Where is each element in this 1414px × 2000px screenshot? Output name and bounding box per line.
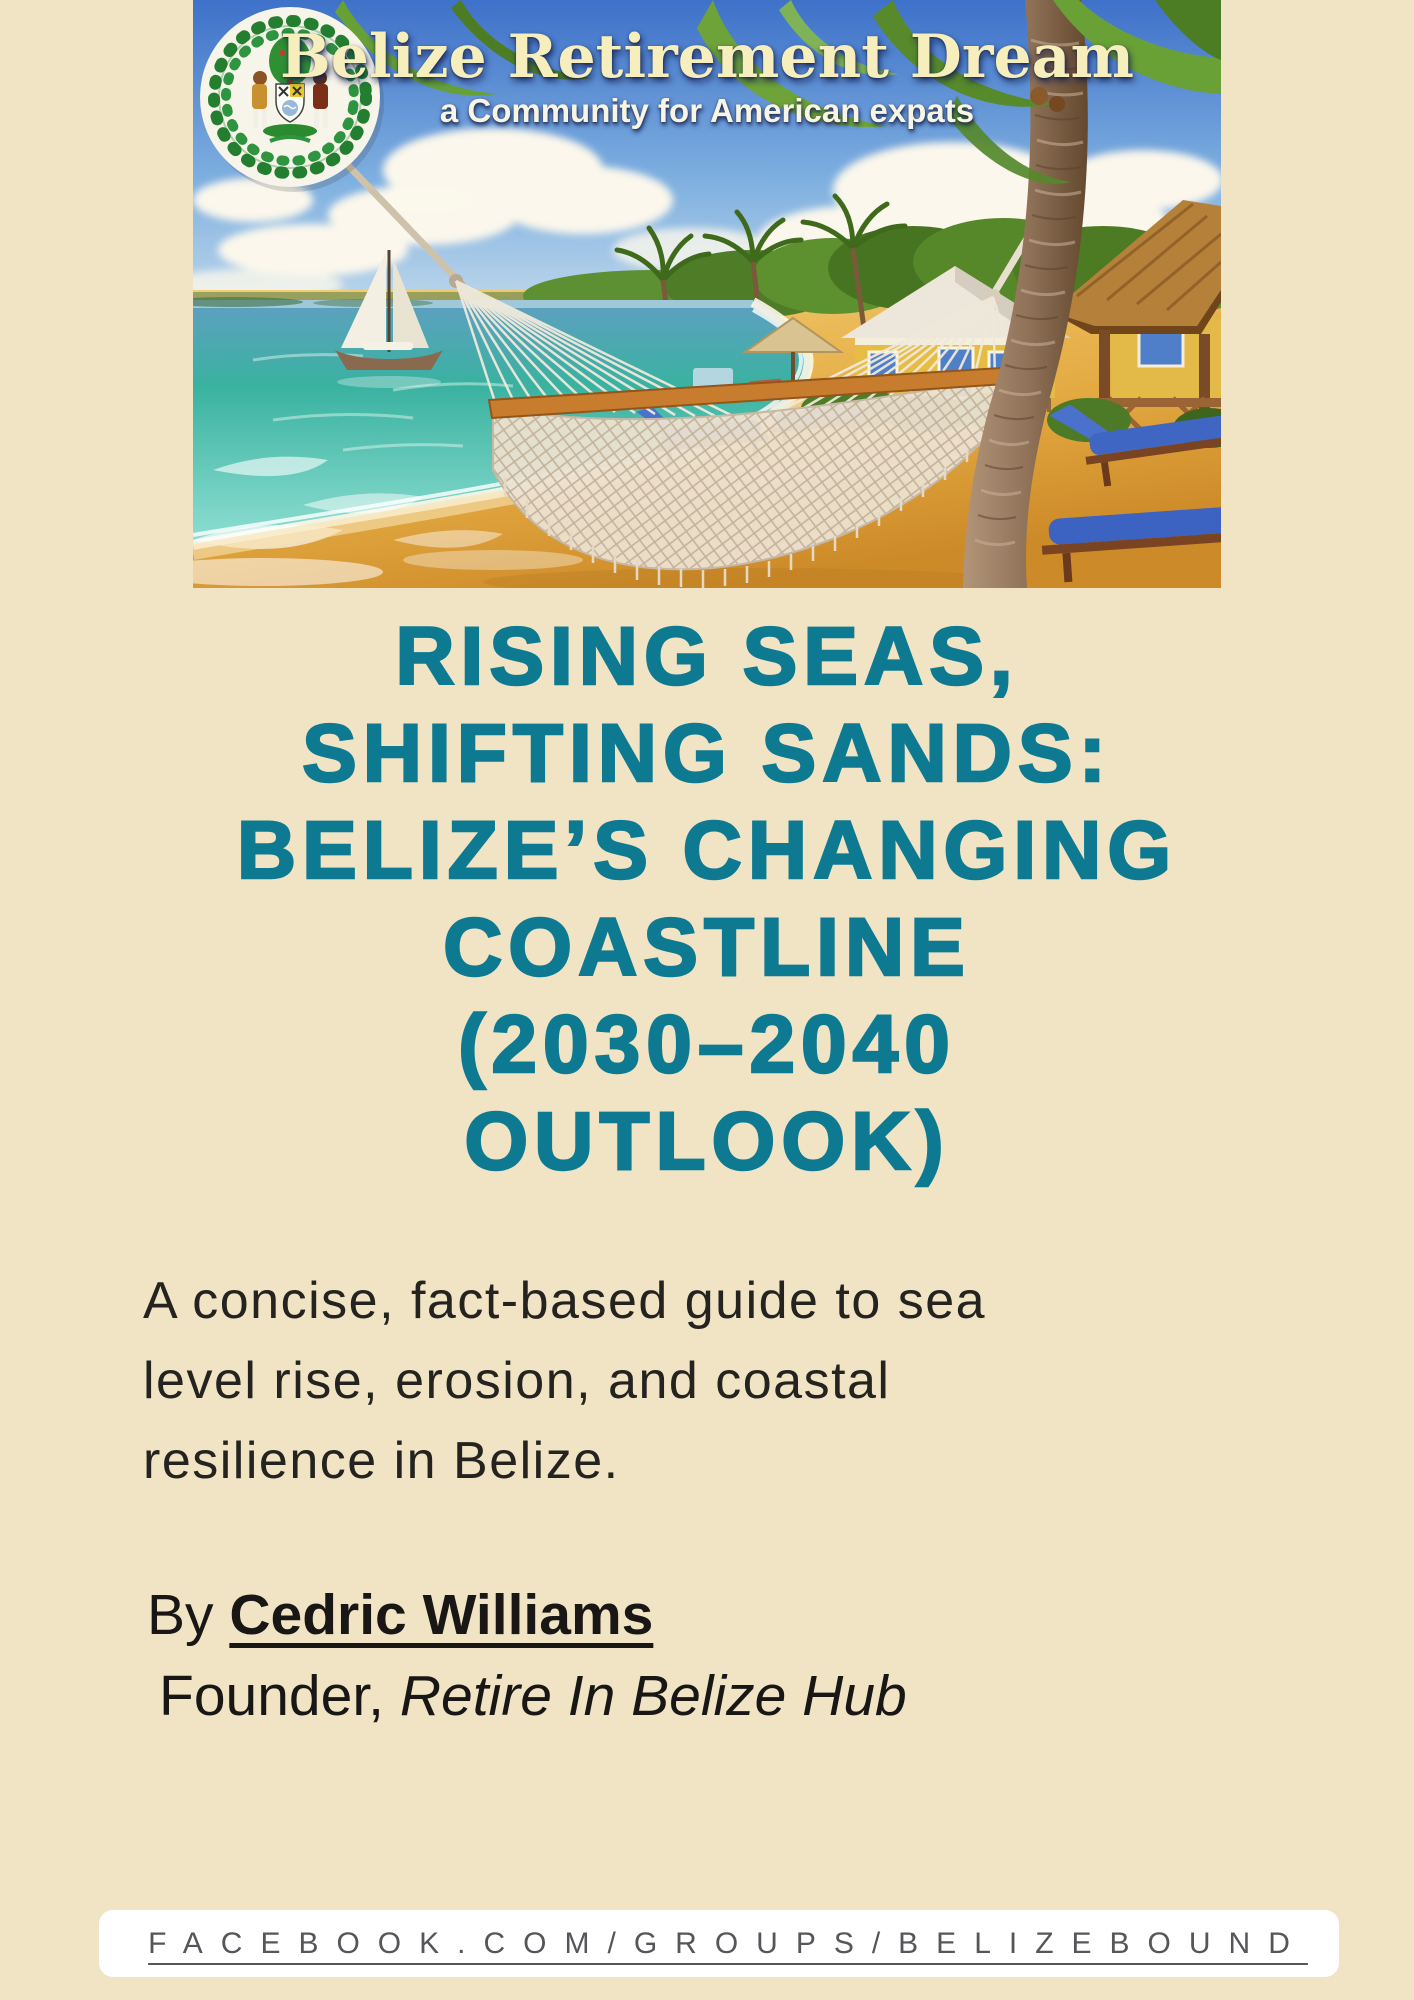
description-line: level rise, erosion, and coastal — [143, 1352, 891, 1410]
hero-banner-subtitle: a Community for American expats — [439, 92, 975, 129]
main-title-line: COASTLINE — [443, 902, 971, 993]
byline-author-line — [147, 1575, 1334, 1656]
byline — [147, 1575, 1334, 1737]
role-prefix: Founder, — [159, 1664, 400, 1728]
author-name[interactable]: Cedric Williams — [229, 1583, 654, 1647]
footer-url-link[interactable]: FACEBOOK.COM/GROUPS/BELIZEBOUND — [148, 1926, 1308, 1960]
main-title-line: RISING SEAS, — [395, 611, 1019, 702]
main-title-line: (2030–2040 — [458, 999, 956, 1090]
description-line: A concise, fact-based guide to sea — [143, 1272, 987, 1330]
byline-role-line — [147, 1656, 1334, 1737]
byline-prefix: By — [147, 1583, 230, 1647]
organization-name: Retire In Belize Hub — [399, 1664, 907, 1728]
description — [143, 1261, 1334, 1501]
main-title — [0, 608, 1414, 1190]
hero-banner-title: Belize Retirement Dream — [279, 22, 1134, 92]
main-title-line: BELIZE’S CHANGING — [236, 805, 1178, 896]
main-title-line: OUTLOOK) — [464, 1096, 950, 1187]
footer-bar — [99, 1910, 1339, 1977]
description-line: resilience in Belize. — [143, 1432, 620, 1490]
main-title-line: SHIFTING SANDS: — [302, 708, 1112, 799]
hero-image — [193, 0, 1221, 588]
